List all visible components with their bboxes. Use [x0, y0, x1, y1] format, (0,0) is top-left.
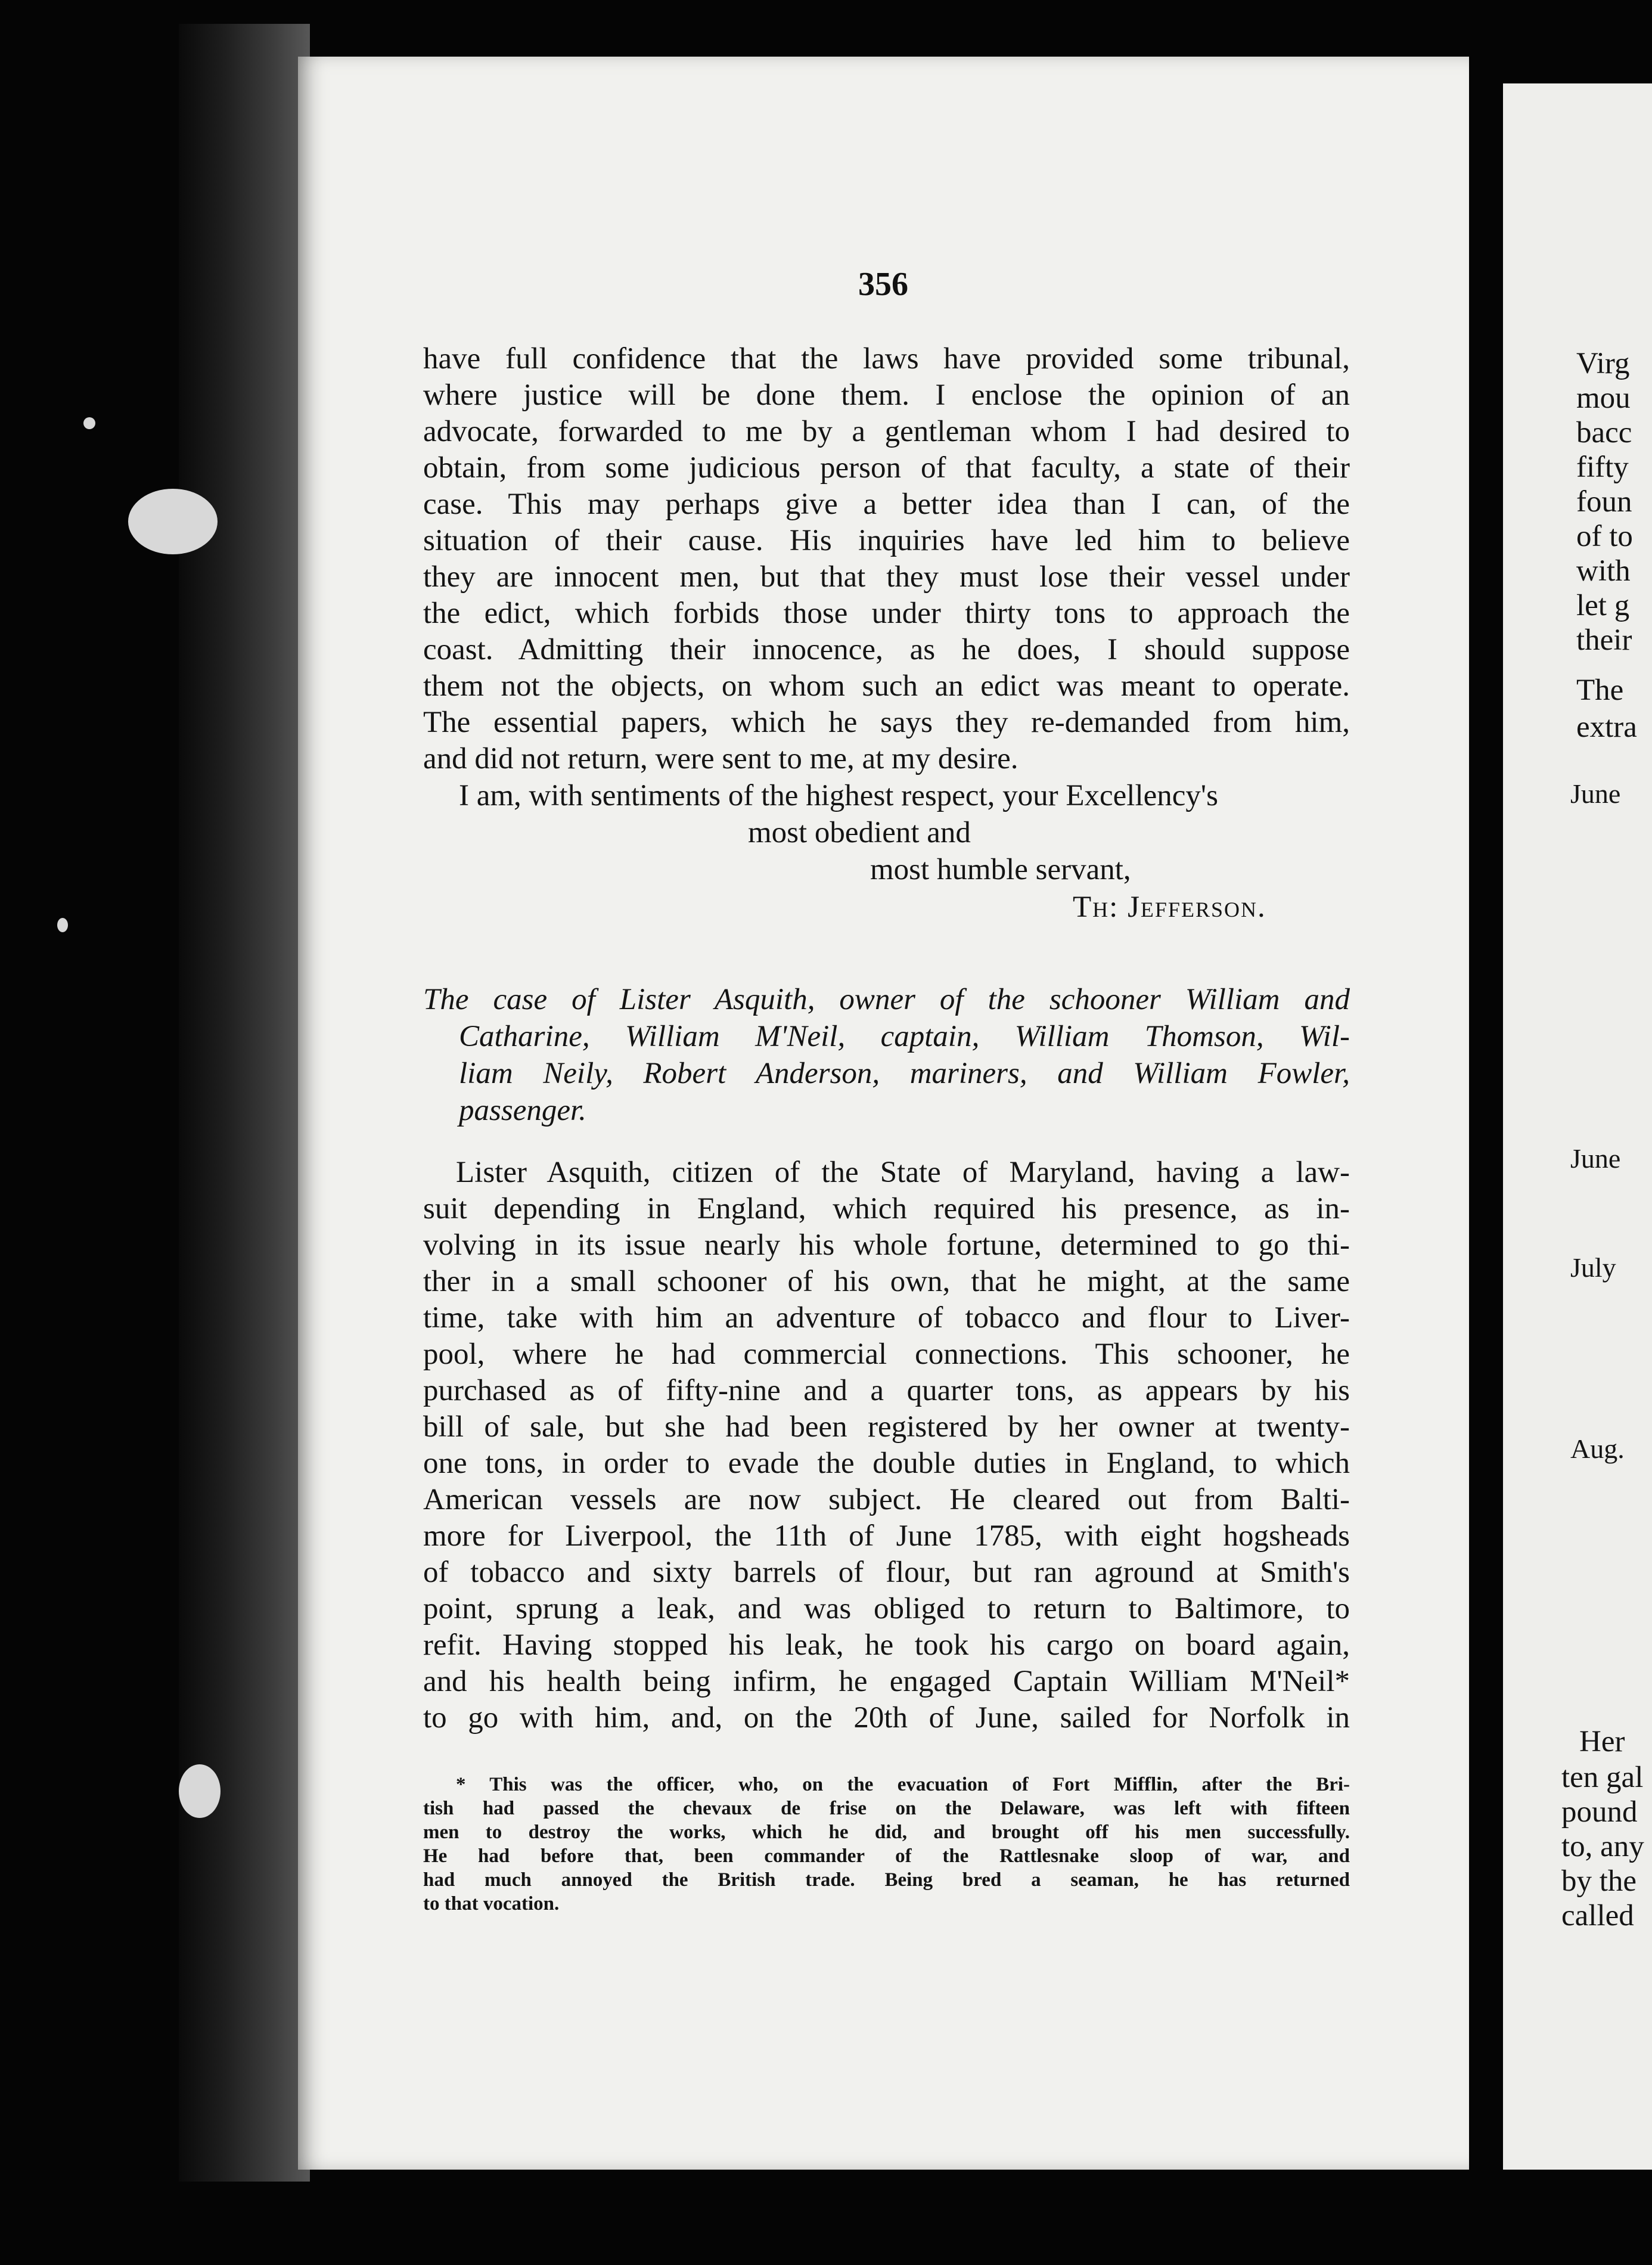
- text-line: purchased as of fifty-nine and a quarter tons, as appears by his: [423, 1374, 1350, 1407]
- adjacent-line-fragment: of to: [1576, 520, 1633, 553]
- adjacent-line-fragment: to, any: [1561, 1830, 1644, 1863]
- text-line: advocate, forwarded to me by a gentleman whom I had desired to: [423, 415, 1350, 448]
- adjacent-date: June: [1570, 778, 1621, 809]
- adjacent-line-fragment: foun: [1576, 485, 1632, 519]
- text-line: of tobacco and sixty barrels of flour, but ran aground at Smith's: [423, 1556, 1350, 1589]
- title-line: Catharine, William M'Neil, captain, William Thomson, Wil-: [459, 1020, 1350, 1053]
- adjacent-line-fragment: Virg: [1576, 347, 1630, 380]
- text-line: and did not return, were sent to me, at my desire.: [423, 742, 1018, 775]
- text-line: have full confidence that the laws have provided some tribunal,: [423, 342, 1350, 376]
- adjacent-line-fragment: let g: [1576, 589, 1630, 622]
- text-line: to go with him, and, on the 20th of June, sailed for Norfolk in: [423, 1701, 1350, 1735]
- text-line: they are innocent men, but that they must lose their vessel under: [423, 560, 1350, 594]
- text-line: volving in its issue nearly his whole fortune, determined to go thi-: [423, 1228, 1350, 1262]
- text-line: American vessels are now subject. He cleared out from Balti-: [423, 1483, 1350, 1516]
- footnote-line: to that vocation.: [423, 1893, 560, 1915]
- footnote-line: He had before that, been commander of the Rattlesnake sloop of war, and: [423, 1845, 1350, 1867]
- footnote-line: had much annoyed the British trade. Being bred a seaman, he has returned: [423, 1869, 1350, 1891]
- text-line: and his health being infirm, he engaged Captain William M'Neil*: [423, 1665, 1350, 1698]
- text-line: time, take with him an adventure of tobacco and flour to Liver-: [423, 1301, 1350, 1335]
- adjacent-line-fragment: by the: [1561, 1864, 1637, 1898]
- text-line: the edict, which forbids those under thirty tons to approach the: [423, 597, 1350, 630]
- adjacent-line-fragment: fifty: [1576, 451, 1629, 484]
- text-line: coast. Admitting their innocence, as he does, I should suppose: [423, 633, 1350, 666]
- text-line: where justice will be done them. I enclose the opinion of an: [423, 378, 1350, 412]
- text-line: point, sprung a leak, and was obliged to return to Baltimore, to: [423, 1592, 1350, 1625]
- adjacent-line-fragment: ten gal: [1561, 1761, 1644, 1794]
- text-line: refit. Having stopped his leak, he took his cargo on board again,: [423, 1628, 1350, 1662]
- title-line: liam Neily, Robert Anderson, mariners, and William Fowler,: [459, 1057, 1350, 1090]
- adjacent-line-fragment: their: [1576, 623, 1632, 657]
- text-line: The essential papers, which he says they re-demanded from him,: [423, 706, 1350, 739]
- text-line: one tons, in order to evade the double duties in England, to which: [423, 1447, 1350, 1480]
- page-stain: [179, 1764, 221, 1818]
- page-stain: [83, 417, 95, 429]
- adjacent-line-fragment: Her: [1579, 1725, 1625, 1758]
- page-number: 356: [858, 266, 908, 303]
- text-line: situation of their cause. His inquiries have led him to believe: [423, 524, 1350, 557]
- title-line: passenger.: [459, 1094, 586, 1127]
- text-line: them not the objects, on whom such an edict was meant to operate.: [423, 669, 1350, 703]
- text-line: more for Liverpool, the 11th of June 1785, with eight hogsheads: [423, 1519, 1350, 1553]
- footnote-line: * This was the officer, who, on the evacuation of Fort Mifflin, after the Bri-: [456, 1774, 1350, 1795]
- text-line: case. This may perhaps give a better idea than I can, of the: [423, 488, 1350, 521]
- adjacent-line-fragment: with: [1576, 554, 1631, 588]
- text-line: ther in a small schooner of his own, that he might, at the same: [423, 1265, 1350, 1298]
- adjacent-line-fragment: extra: [1576, 710, 1637, 744]
- adjacent-line-fragment: called: [1561, 1899, 1634, 1932]
- adjacent-line-fragment: The: [1576, 674, 1624, 707]
- adjacent-line-fragment: mou: [1576, 381, 1631, 415]
- adjacent-line-fragment: bacc: [1576, 416, 1632, 449]
- title-line: The case of Lister Asquith, owner of the schooner William and: [423, 983, 1350, 1016]
- adjacent-date: Aug.: [1570, 1434, 1625, 1464]
- footnote-line: men to destroy the works, which he did, and brought off his men successfully.: [423, 1822, 1350, 1843]
- text-line: suit depending in England, which required his presence, as in-: [423, 1192, 1350, 1225]
- adjacent-date: June: [1570, 1143, 1621, 1174]
- adjacent-line-fragment: pound: [1561, 1795, 1638, 1829]
- text-line: obtain, from some judicious person of that faculty, a state of their: [423, 451, 1350, 485]
- text-line: pool, where he had commercial connections. This schooner, he: [423, 1338, 1350, 1371]
- page-stain: [128, 489, 218, 554]
- text-line: bill of sale, but she had been registered by her owner at twenty-: [423, 1410, 1350, 1444]
- page-stain: [57, 918, 68, 932]
- book-binding: [179, 24, 310, 2182]
- footnote-line: tish had passed the chevaux de frise on the Delaware, was left with fifteen: [423, 1798, 1350, 1819]
- adjacent-date: July: [1570, 1252, 1616, 1283]
- text-line: Lister Asquith, citizen of the State of Maryland, having a law-: [456, 1156, 1350, 1189]
